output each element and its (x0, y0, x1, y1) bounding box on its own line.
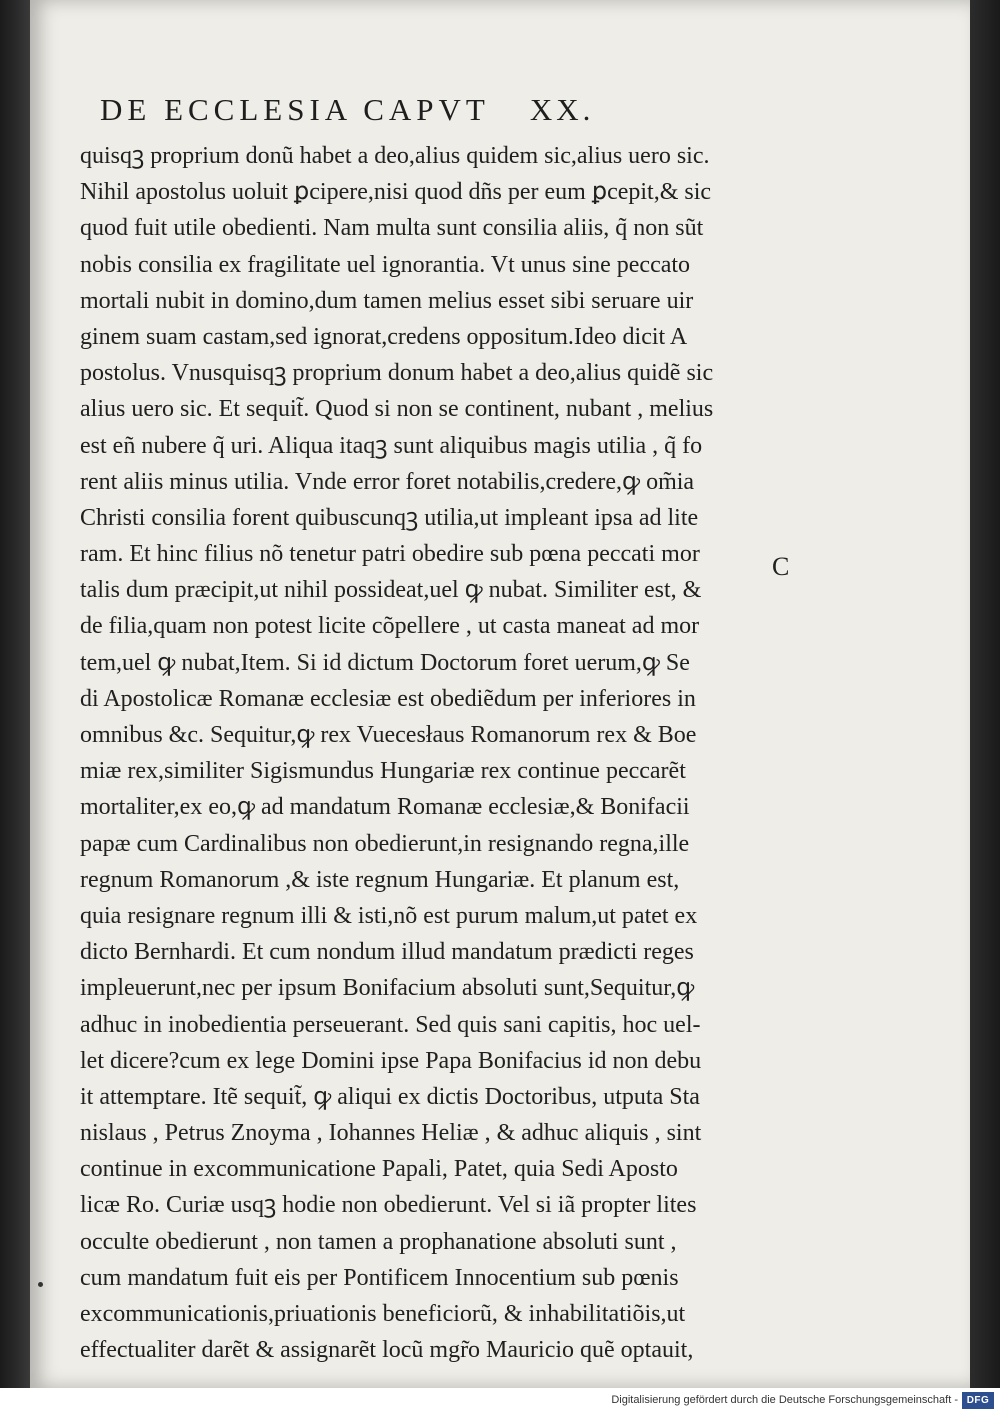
text-line: quisqꝫ proprium donũ habet a deo,alius quidem sic,alius uero sic. (80, 143, 710, 169)
text-line: mortaliter,ex eo,ꝙ ad mandatum Romanæ ecclesiæ,& Bonifacii (80, 794, 690, 821)
text-line: est eñ nubere q̃ uri. Aliqua itaqꝫ sunt aliquibus magis utilia , q̃ fo (80, 432, 703, 459)
text-line: quod fuit utile obedienti. Nam multa sunt consilia aliis, q̃ non sũt (80, 215, 704, 242)
book-gutter (0, 0, 30, 1414)
text-line: mortali nubit in domino,dum tamen melius esset sibi seruare uir (80, 287, 694, 314)
text-line: impleuerunt,nec per ipsum Bonifacium absoluti sunt,Sequitur,ꝙ (80, 975, 695, 1002)
text-line: dicto Bernhardi. Et cum nondum illud mandatum prædicti reges (80, 939, 694, 966)
text-line: effectualiter darẽt & assignarẽt locũ mgr̃o Mauricio quẽ optauit, (80, 1337, 694, 1364)
funding-credit: Digitalisierung gefördert durch die Deutsche Forschungsgemeinschaft - (611, 1394, 958, 1406)
text-line: di Apostolicæ Romanæ ecclesiæ est obediẽdum per inferiores in (80, 685, 696, 712)
dfg-logo: DFG (962, 1392, 994, 1409)
body-text (80, 138, 770, 1368)
text-line: miæ rex,similiter Sigismundus Hungariæ rex continue peccarẽt (80, 758, 686, 785)
text-line: talis dum præcipit,ut nihil possideat,uel ꝙ nubat. Similiter est, & (80, 577, 702, 604)
text-line: nobis consilia ex fragilitate uel ignorantia. Vt unus sine peccato (80, 251, 691, 278)
text-line: alius uero sic. Et sequit̃. Quod si non se continent, nubant , melius (80, 396, 714, 423)
text-line: ginem suam castam,sed ignorat,credens oppositum.Ideo dicit A (80, 323, 688, 350)
text-line: quia resignare regnum illi & isti,nõ est purum malum,ut patet ex (80, 902, 698, 929)
text-line: let dicere?cum ex lege Domini ipse Papa Bonifacius id non debu (80, 1047, 702, 1074)
folio-number: XX. (529, 92, 595, 127)
text-line: occulte obedierunt , non tamen a prophanatione absoluti sunt , (80, 1228, 677, 1255)
text-line: tem,uel ꝙ nubat,Item. Si id dictum Doctorum foret uerum,ꝙ Se (80, 649, 690, 676)
text-line: de filia,quam non potest licite cõpellere , ut casta maneat ad mor (80, 613, 700, 640)
text-line: it attemptare. Itẽ sequit̃, ꝙ aliqui ex dictis Doctoribus, utputa Sta (80, 1083, 700, 1110)
text-line: omnibus &c. Sequitur,ꝙ rex Vuecesłaus Romanorum rex & Boe (80, 722, 697, 748)
text-line: Christi consilia forent quibuscunqꝫ utilia,ut impleant ipsa ad lite (80, 504, 699, 531)
ink-spot (38, 1282, 43, 1287)
footer-bar (0, 1388, 1000, 1414)
text-line: nislaus , Petrus Znoyma , Iohannes Heliæ , & adhuc aliquis , sint (80, 1120, 702, 1147)
text-line: regnum Romanorum ,& iste regnum Hungariæ. Et planum est, (80, 866, 680, 893)
running-head (100, 92, 780, 128)
text-line: excommunicationis,priuationis beneficiorũ, & inhabilitatiõis,ut (80, 1301, 686, 1327)
page-edge (970, 0, 1000, 1388)
text-line: postolus. Vnusquisqꝫ proprium donum habet a deo,alius quidẽ sic (80, 360, 714, 387)
text-line: Nihil apostolus uoluit ꝑcipere,nisi quod dñs per eum ꝑcepit,& sic (80, 179, 712, 206)
margin-letter: C (772, 552, 790, 581)
text-line: papæ cum Cardinalibus non obedierunt,in resignando regna,ille (80, 830, 690, 857)
text-line: rent aliis minus utilia. Vnde error foret notabilis,credere,ꝙ om̃ia (80, 468, 695, 495)
text-line: adhuc in inobedientia perseuerant. Sed quis sani capitis, hoc uel- (80, 1011, 701, 1038)
text-line: cum mandatum fuit eis per Pontificem Innocentium sub pœnis (80, 1264, 679, 1291)
running-head-title: DE ECCLESIA CAPVT (100, 92, 490, 127)
text-line: ram. Et hinc filius nõ tenetur patri obedire sub pœna peccati mor (80, 541, 700, 568)
text-line: licæ Ro. Curiæ usqꝫ hodie non obedierunt. Vel si iã propter lites (80, 1192, 697, 1219)
text-line: continue in excommunicatione Papali, Patet, quia Sedi Aposto (80, 1156, 678, 1183)
